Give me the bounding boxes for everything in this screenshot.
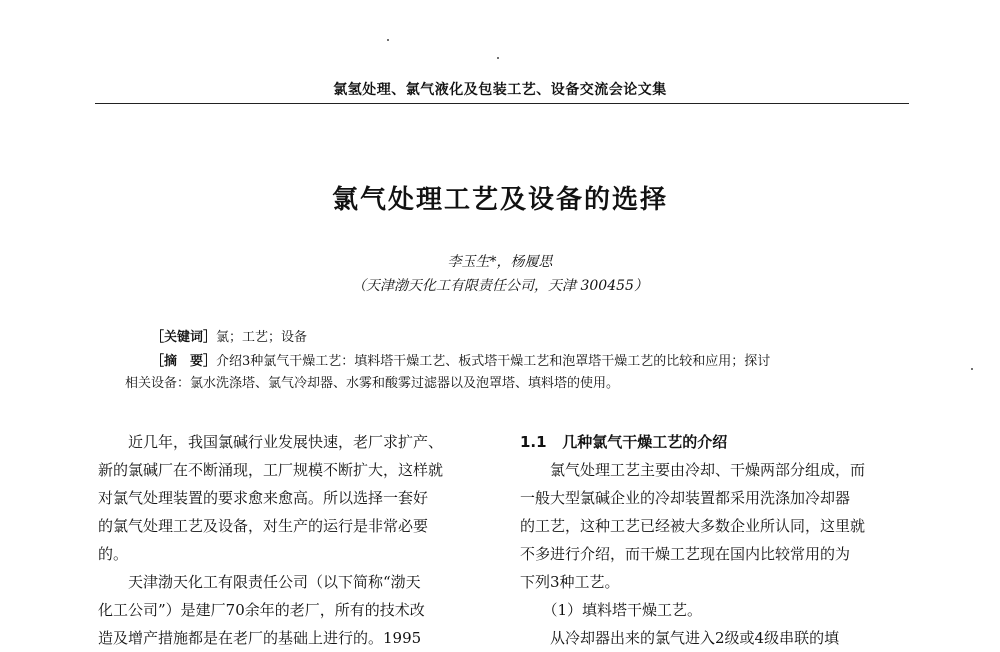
scan-speck <box>971 368 973 370</box>
text-line: 一般大型氯碱企业的冷却装置都采用洗涤加冷却器 <box>520 489 851 507</box>
paper-title: 氯气处理工艺及设备的选择 <box>331 185 668 215</box>
text-line: 从冷却器出来的氯气进入2级或4级串联的填 <box>520 629 840 647</box>
running-header: 氯氢处理、氯气液化及包装工艺、设备交流会论文集 <box>333 82 667 98</box>
keywords <box>151 327 307 349</box>
text-line: 氯气处理工艺主要由冷却、干燥两部分组成，而 <box>520 461 866 479</box>
text-line: 近几年，我国氯碱行业发展快速，老厂求扩产、 <box>98 433 444 451</box>
abstract <box>151 351 911 373</box>
scan-speck <box>387 39 389 41</box>
section-title: 几种氯气干燥工艺的介绍 <box>562 433 728 451</box>
keywords-label: ［关键词］ <box>151 330 217 345</box>
left-column <box>98 428 490 652</box>
abstract-line: 介绍3种氯气干燥工艺：填料塔干燥工艺、板式塔干燥工艺和泡罩塔干燥工艺的比较和应用；探讨 <box>216 354 771 369</box>
text-line: 的工艺，这种工艺已经被大多数企业所认同，这里就 <box>520 517 866 535</box>
text-line: 对氯气处理装置的要求愈来愈高。所以选择一套好 <box>98 489 429 507</box>
keywords-text: 氯；工艺；设备 <box>216 330 308 345</box>
abstract-line: 相关设备：氯水洗涤塔、氯气冷却器、水雾和酸雾过滤器以及泡罩塔、填料塔的使用。 <box>125 376 620 391</box>
text-line: 化工公司”）是建厂70余年的老厂，所有的技术改 <box>98 601 425 619</box>
section-number: 1.1 <box>520 433 547 451</box>
text-line: 不多进行介绍，而干燥工艺现在国内比较常用的为 <box>520 545 851 563</box>
scan-speck <box>497 57 499 59</box>
affiliation: （天津渤天化工有限责任公司，天津 300455） <box>352 278 648 294</box>
text-line: 的。 <box>98 545 129 563</box>
right-column <box>520 428 912 652</box>
abstract-label: ［摘 要］ <box>151 354 217 369</box>
authors: 李玉生*，杨履思 <box>447 254 553 270</box>
text-line: 下列3种工艺。 <box>520 573 620 591</box>
section-heading <box>520 428 912 456</box>
text-line: （1）填料塔干燥工艺。 <box>520 601 703 619</box>
text-line: 的氯气处理工艺及设备，对生产的运行是非常必要 <box>98 517 429 535</box>
text-line: 天津渤天化工有限责任公司（以下简称“渤天 <box>98 573 421 591</box>
text-line: 造及增产措施都是在老厂的基础上进行的。1995 <box>98 629 422 647</box>
header-rule <box>95 103 909 104</box>
text-line: 新的氯碱厂在不断涌现，工厂规模不断扩大，这样就 <box>98 461 444 479</box>
